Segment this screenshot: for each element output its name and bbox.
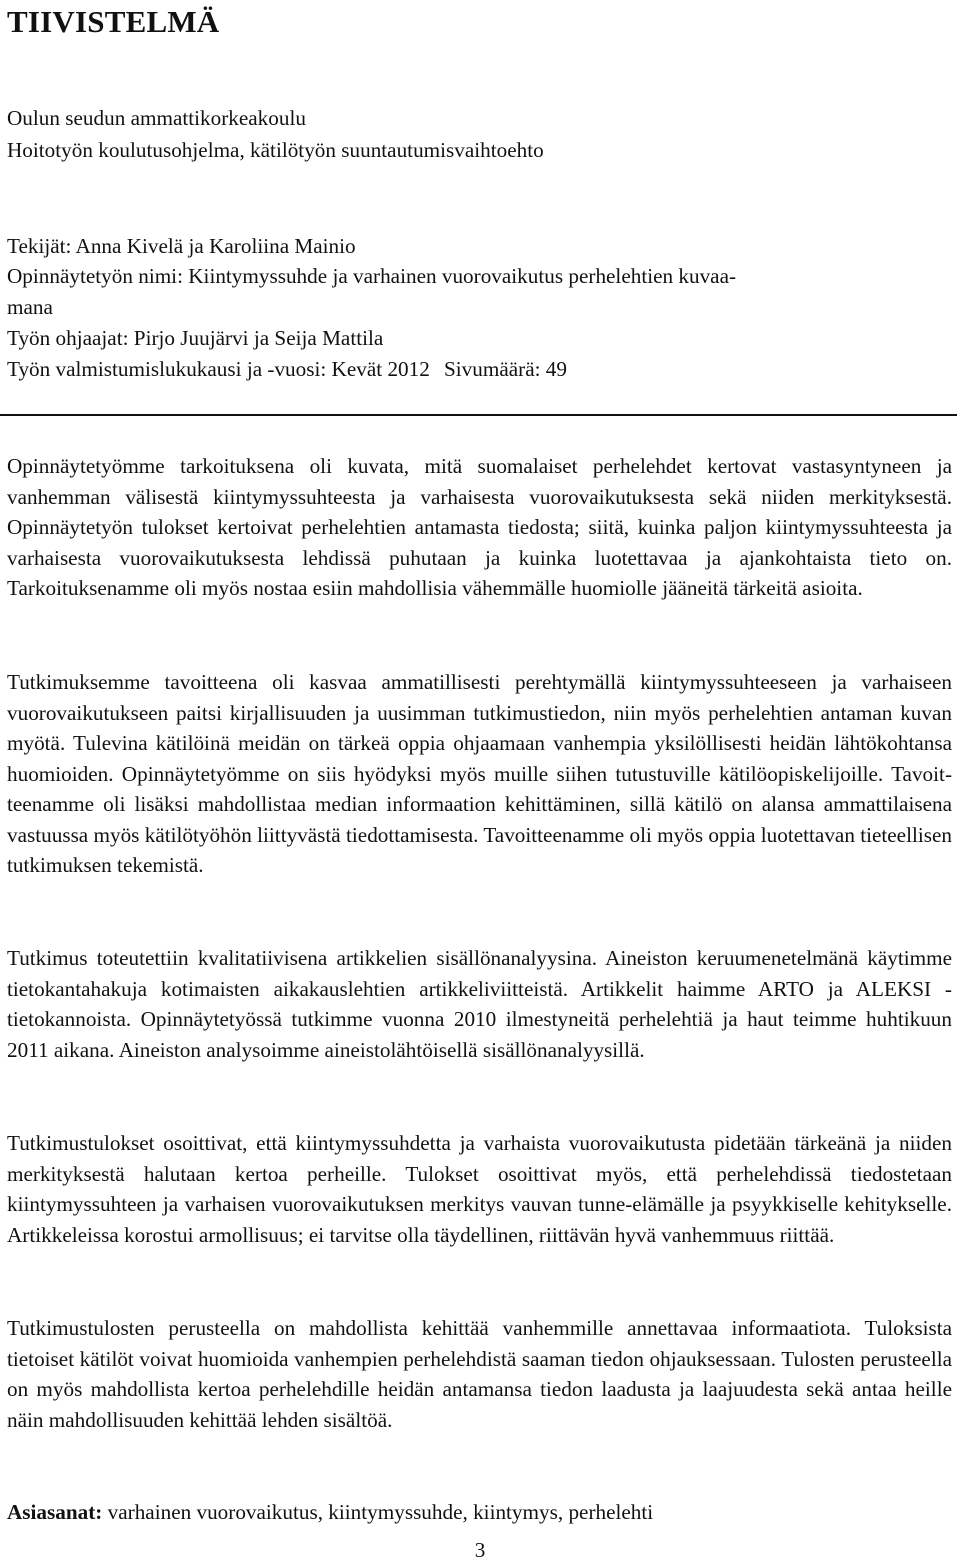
keywords-line: [7, 1497, 653, 1527]
completion-period: Työn valmistumislukukausi ja -vuosi: Kevät 2012: [7, 357, 430, 381]
institution: Oulun seudun ammattikorkeakoulu: [7, 106, 306, 130]
authors: Tekijät: Anna Kivelä ja Karoliina Mainio: [7, 234, 356, 258]
supervisors: Työn ohjaajat: Pirjo Juujärvi ja Seija Mattila: [7, 326, 384, 350]
abstract-paragraph-5: Tutkimustulosten perusteella on mahdollista kehittää vanhemmille annettavaa informaatiota. Tuloksista tietoiset kätilöt voivat huomioida vanhempien perhelehdistä saaman tiedon ohjauksessaan. Tulosten perusteella on myös mahdollista kertoa perhelehdille heidän antamansa tiedon laadusta ja laajuudesta sekä antaa heille näin mahdollisuuden kehittää lehden sisältöä.: [7, 1316, 952, 1432]
abstract-paragraph-2: Tutkimuksemme tavoitteena oli kasvaa ammatillisesti perehtymällä kiintymyssuhteeseen ja varhaiseen vuorovaikutukseen paitsi kirjallisuuden ja uusimman tutkimustiedon, niin myös perhelehtien antaman kuvan myötä. Tulevina kätilöinä meidän on tärkeä oppia ohjaamaan vanhempia yksilöllisesti heidän lähtökohtansa huomioiden. Opinnäytetyömme on siis hyödyksi myös muille siihen tutustuville kätilöopiskelijoille. Tavoitteenamme oli lisäksi mahdollistaa median informaation kehittäminen, sillä kätilö on alansa ammattilaisena vastuussa myös kätilötyöhön liittyvästä tiedottamisesta. Tavoitteenamme oli myös oppia luotettavan tieteellisen tutkimuksen tekemistä.: [7, 670, 952, 877]
header-divider: [0, 414, 957, 416]
abstract-paragraph-4: Tutkimustulokset osoittivat, että kiintymyssuhdetta ja varhaista vuorovaikutusta pidetään tärkeänä ja niiden merkityksestä halutaan kertoa perheille. Tulokset osoittivat myös, että perhelehdissä tiedostetaan kiintymyssuhteen ja varhaisen vuorovaikutuksen merkitys vauvan tunne-elämälle ja psyykkiselle kehitykselle. Artikkeleissa korostui armollisuus; ei tarvitse olla täydellinen, riittävän hyvä vanhemmuus riittää.: [7, 1131, 952, 1247]
thesis-name-line2: mana: [7, 295, 53, 319]
page-count: Sivumäärä: 49: [444, 357, 567, 381]
keywords-list: varhainen vuorovaikutus, kiintymyssuhde, kiintymys, perhelehti: [107, 1500, 654, 1524]
page-number: 3: [474, 1538, 486, 1562]
program: Hoitotyön koulutusohjelma, kätilötyön suuntautumisvaihtoehto: [7, 138, 544, 162]
period-and-pages: [7, 354, 567, 384]
abstract-paragraph-1: Opinnäytetyömme tarkoituksena oli kuvata, mitä suomalaiset perhelehdet kertovat vastasyntyneen ja vanhemman välisestä kiintymyssuhteesta ja varhaisesta vuorovaikutuksesta sekä niiden merkityksestä. Opinnäytetyön tulokset kertoivat perhelehtien antamasta tiedosta; siitä, kuinka paljon kiintymyssuhteesta ja varhaisesta vuorovaikutuksesta lehdissä puhutaan ja kuinka luotettavaa ja ajankohtaista tieto on. Tarkoituksenamme oli myös nostaa esiin mahdollisia vähemmälle huomiolle jääneitä tärkeitä asioita.: [7, 454, 952, 600]
keywords-label: Asiasanat:: [7, 1500, 103, 1524]
page-title: TIIVISTELMÄ: [7, 4, 220, 39]
thesis-name-line1: Opinnäytetyön nimi: Kiintymyssuhde ja varhainen vuorovaikutus perhelehtien kuvaa-: [7, 264, 737, 288]
abstract-paragraph-3: Tutkimus toteutettiin kvalitatiivisena artikkelien sisällönanalyysina. Aineiston keruumenetelmänä käytimme tietokantahakuja kotimaisten aikakauslehtien artikkeliviitteistä. Artikkelit haimme ARTO ja ALEKSI -tietokannoista. Opinnäytetyössä tutkimme vuonna 2010 ilmestyneitä perhelehtiä ja haut teimme huhtikuun 2011 aikana. Aineiston analysoimme aineistolähtöisellä sisällönanalyysillä.: [7, 946, 952, 1062]
